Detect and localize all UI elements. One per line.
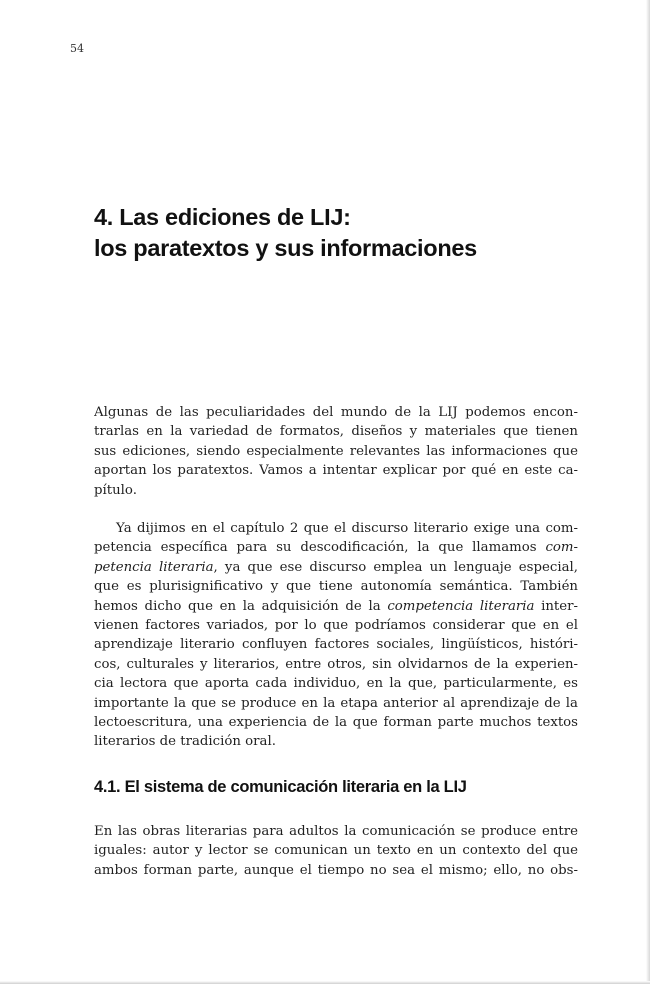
chapter-title [94, 202, 594, 264]
text-line: trarlas en la variedad de formatos, diseños y materiales que tienen [94, 424, 578, 440]
page-number: 54 [70, 42, 84, 55]
section-heading: 4.1. El sistema de comunicación literaria en la LIJ [94, 778, 467, 796]
paragraph-competencia [94, 519, 578, 752]
text-line: aportan los paratextos. Vamos a intentar explicar por qué en este ca- [94, 463, 578, 479]
text-line: Algunas de las peculiaridades del mundo de la LIJ podemos encon- [94, 405, 578, 420]
italic-term: competencia literaria [387, 598, 535, 614]
text-line [94, 597, 578, 616]
text-line: cos, culturales y literarios, entre otros, sin olvidarnos de la experien- [94, 656, 578, 672]
text-run: hemos dicho que en la adquisición de la [94, 598, 388, 614]
text-line: cia lectora que aporta cada individuo, en la que, particularmente, es [94, 676, 578, 692]
paragraph-intro [94, 403, 578, 500]
text-line: literarios de tradición oral. [94, 734, 276, 750]
text-line: Ya dijimos en el capítulo 2 que el discurso literario exige una com- [116, 521, 578, 536]
italic-term: com- [545, 540, 578, 556]
text-line: En las obras literarias para adultos la comunicación se produce entre [94, 824, 578, 839]
text-line: que es plurisignificativo y que tiene autonomía semántica. También [94, 579, 578, 595]
text-line [94, 538, 578, 557]
text-line: importante la que se produce en la etapa anterior al aprendizaje de la [94, 695, 578, 711]
text-line: aprendizaje literario confluyen factores sociales, lingüísticos, históri- [94, 637, 578, 653]
chapter-title-line-2: los paratextos y sus informaciones [94, 235, 477, 261]
text-line: pítulo. [94, 482, 137, 498]
text-run: inter- [534, 598, 578, 614]
text-line: iguales: autor y lector se comunican un texto en un contexto del que [94, 843, 578, 859]
text-line: vienen factores variados, por lo que podríamos considerar que en el [94, 617, 578, 633]
page-edge-shadow [646, 0, 650, 984]
text-line [94, 558, 578, 577]
italic-term: petencia literaria [94, 559, 214, 575]
text-line: lectoescritura, una experiencia de la que forman parte muchos textos [94, 714, 578, 730]
paragraph-sistema [94, 822, 578, 880]
chapter-title-line-1: 4. Las ediciones de LIJ: [94, 204, 351, 230]
text-run: , ya que ese discurso emplea un lenguaje especial, [213, 559, 578, 575]
text-run: petencia específica para su descodificación, la que llamamos [94, 540, 546, 556]
text-line: ambos forman parte, aunque el tiempo no sea el mismo; ello, no obs- [94, 862, 578, 878]
text-line: sus ediciones, siendo especialmente relevantes las informaciones que [94, 443, 578, 459]
